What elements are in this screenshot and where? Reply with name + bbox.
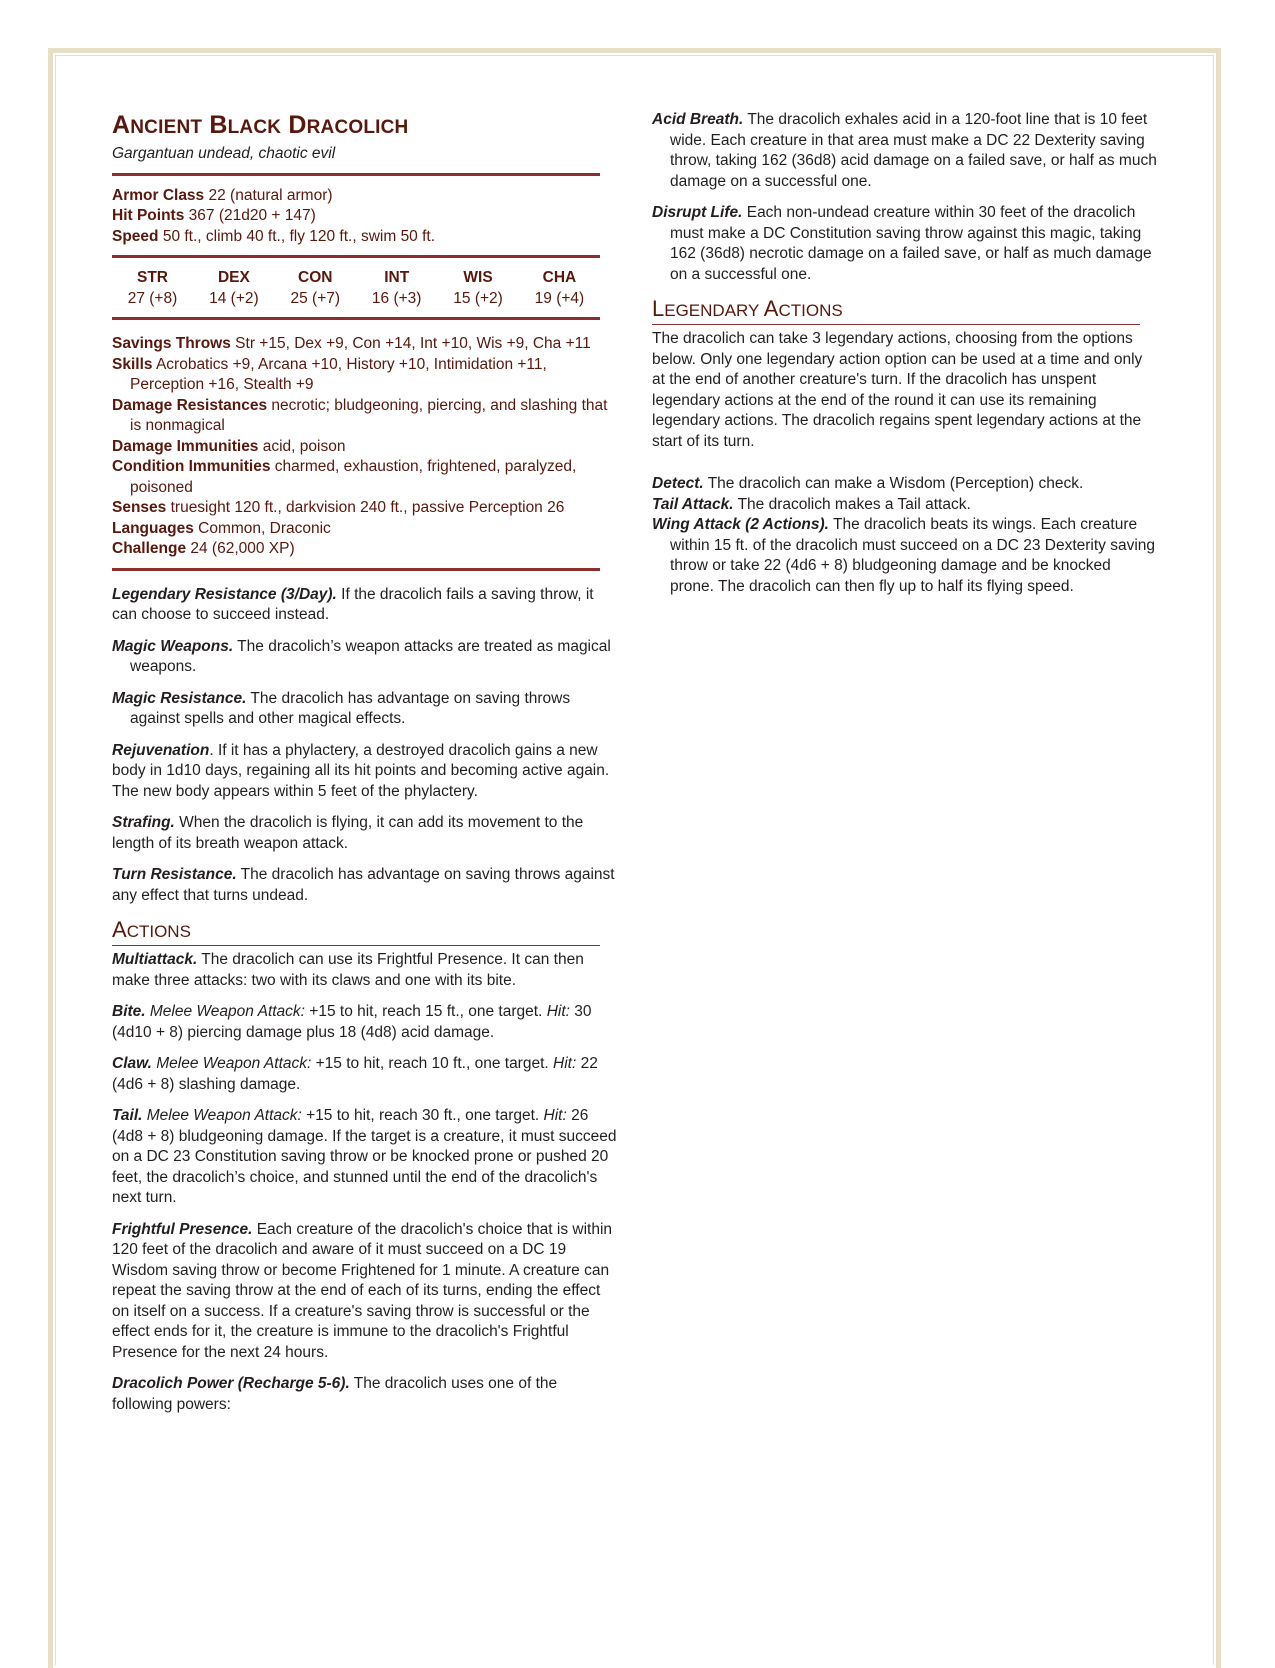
skills: Skills Acrobatics +9, Arcana +10, History +10, Intimidation +11, Perception +16, Stealth +9 xyxy=(112,355,547,393)
challenge: Challenge 24 (62,000 XP) xyxy=(112,540,295,557)
hit-points: Hit Points 367 (21d20 + 147) xyxy=(112,207,316,224)
monster-name: ANCIENT BLACK DRACOLICH xyxy=(112,111,409,139)
action-claw: Claw. Melee Weapon Attack: +15 to hit, reach 10 ft., one target. Hit: 22 (4d6 + 8) slashing damage. xyxy=(112,1055,598,1093)
languages: Languages Common, Draconic xyxy=(112,519,331,537)
divider xyxy=(112,173,600,176)
trait-legendary-resistance: Legendary Resistance (3/Day). If the dracolich fails a saving throw, it can choose to succeed instead. xyxy=(112,585,594,623)
divider xyxy=(112,255,600,258)
action-tail: Tail. Melee Weapon Attack: +15 to hit, reach 30 ft., one target. Hit: 26 (4d8 + 8) bludgeoning damage. If the target is a creature, it must succeed on a DC 23 Constitution saving throw or be knocked prone or pushed 20 feet, the dracolich’s choice, and stunned until the end of the dracolich's next turn. xyxy=(112,1107,617,1206)
action-frightful-presence: Frightful Presence. Each creature of the dracolich's choice that is within 120 feet of the dracolich and aware of it must succeed on a DC 19 Wisdom saving throw or become Frightened for 1 minute. A creature can repeat the saving throw at the end of each of its turns, ending the effect on itself on a success. If a creature's saving throw is successful or the effect ends for it, the creature is immune to the dracolich's Frightful Presence for the next 24 hours. xyxy=(112,1220,613,1361)
trait-magic-weapons: Magic Weapons. The dracolich’s weapon attacks are treated as magical weapons. xyxy=(112,637,611,675)
stat-block-right-column xyxy=(652,110,1157,597)
ability-str: STR 27 (+8) xyxy=(127,269,178,307)
stat-block-left-column xyxy=(112,110,617,1426)
monster-type: Gargantuan undead, chaotic evil xyxy=(112,145,336,162)
power-disrupt-life: Disrupt Life. Each non-undead creature within 30 feet of the dracolich must make a DC Constitution saving throw against this magic, taking 162 (36d8) necrotic damage on a failed save, or half as much damage on a successful one. xyxy=(652,204,1152,283)
ability-int: INT 16 (+3) xyxy=(371,269,422,307)
trait-magic-resistance: Magic Resistance. The dracolich has advantage on saving throws against spells and other magical effects. xyxy=(112,689,571,727)
legendary-actions-heading: LEGENDARY ACTIONS xyxy=(652,296,1140,325)
trait-turn-resistance: Turn Resistance. The dracolich has advantage on saving throws against any effect that turns undead. xyxy=(112,866,615,904)
damage-resistances: Damage Resistances necrotic; bludgeoning, piercing, and slashing that is nonmagical xyxy=(112,396,608,434)
ability-dex: DEX 14 (+2) xyxy=(209,269,259,307)
actions-heading: ACTIONS xyxy=(112,917,600,946)
action-dracolich-power: Dracolich Power (Recharge 5-6). The dracolich uses one of the following powers: xyxy=(112,1375,558,1413)
ability-cha: CHA 19 (+4) xyxy=(534,269,585,307)
armor-class: Armor Class 22 (natural armor) xyxy=(112,186,333,204)
action-multiattack: Multiattack. The dracolich can use its Frightful Presence. It can then make three attacks: two with its claws and one with its bite. xyxy=(112,951,584,989)
legendary-tail-attack: Tail Attack. The dracolich makes a Tail attack. xyxy=(652,495,971,513)
speed: Speed 50 ft., climb 40 ft., fly 120 ft., swim 50 ft. xyxy=(112,227,436,245)
action-bite: Bite. Melee Weapon Attack: +15 to hit, reach 15 ft., one target. Hit: 30 (4d10 + 8) piercing damage plus 18 (4d8) acid damage. xyxy=(112,1003,592,1041)
damage-immunities: Damage Immunities acid, poison xyxy=(112,437,346,455)
legendary-intro: The dracolich can take 3 legendary actions, choosing from the options below. Only one legendary action option can be used at a time and only at the end of another creature's turn. If the dracolich has unspent legendary actions at the end of the round it can use its remaining legendary actions. The dracolich regains spent legendary actions at the start of its turn. xyxy=(652,330,1143,450)
legendary-detect: Detect. The dracolich can make a Wisdom (Perception) check. xyxy=(652,475,1084,492)
ability-scores xyxy=(112,268,600,309)
condition-immunities: Condition Immunities charmed, exhaustion, frightened, paralyzed, poisoned xyxy=(112,458,577,496)
divider xyxy=(112,568,600,571)
ability-con: CON 25 (+7) xyxy=(290,269,341,307)
power-acid-breath: Acid Breath. The dracolich exhales acid in a 120-foot line that is 10 feet wide. Each creature in that area must make a DC 22 Dexterity saving throw, taking 162 (36d8) acid damage on a failed save, or half as much damage on a successful one. xyxy=(652,111,1157,190)
legendary-wing-attack: Wing Attack (2 Actions). The dracolich beats its wings. Each creature within 15 ft. of the dracolich must succeed on a DC 23 Dexterity saving throw or take 22 (4d6 + 8) bludgeoning damage and be knocked prone. The dracolich can then fly up to half its flying speed. xyxy=(652,516,1156,595)
ability-wis: WIS 15 (+2) xyxy=(453,269,503,307)
saving-throws: Savings Throws Str +15, Dex +9, Con +14, Int +10, Wis +9, Cha +11 xyxy=(112,335,591,352)
divider xyxy=(112,317,600,320)
trait-strafing: Strafing. When the dracolich is flying, it can add its movement to the length of its breath weapon attack. xyxy=(112,814,584,852)
trait-rejuvenation: Rejuvenation. If it has a phylactery, a destroyed dracolich gains a new body in 1d10 days, regaining all its hit points and becoming active again. The new body appears within 5 feet of the phylactery. xyxy=(112,741,610,800)
senses: Senses truesight 120 ft., darkvision 240 ft., passive Perception 26 xyxy=(112,499,565,516)
